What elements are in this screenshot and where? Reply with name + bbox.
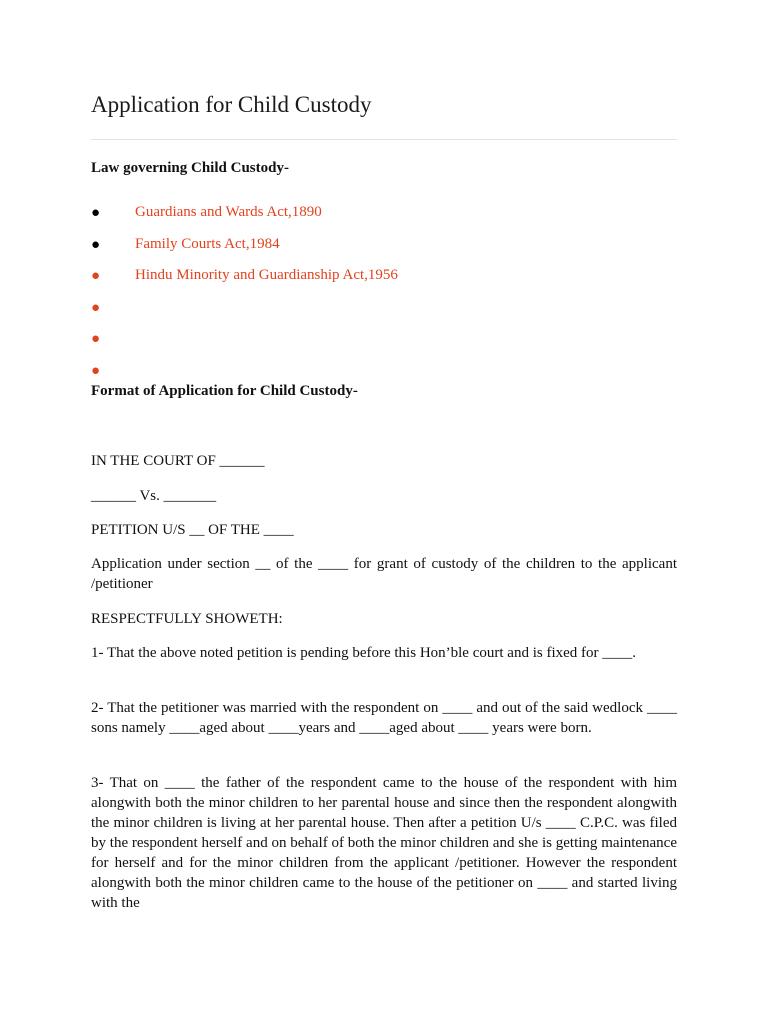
list-item [91,265,677,297]
bullet-icon: ● [91,205,101,221]
format-heading: Format of Application for Child Custody- [91,383,358,399]
showeth-line: RESPECTFULLY SHOWETH: [91,611,283,627]
petition-line: PETITION U/S __ OF THE ____ [91,522,294,538]
law-link-hindu-minority-act[interactable]: Hindu Minority and Guardianship Act,1956 [135,267,398,284]
bullet-icon: ● [91,362,101,379]
page-title: Application for Child Custody [91,92,372,117]
paragraph-1: 1- That the above noted petition is pending before this Hon’ble court and is fixed for ____. [91,645,637,661]
law-heading: Law governing Child Custody- [91,160,289,176]
bullet-icon: ● [91,236,101,253]
list-item [91,234,677,266]
application-line: Application under section __ of the ____ for grant of custody of the children to the applicant /petitioner [91,556,677,592]
court-line: IN THE COURT OF ______ [91,453,265,469]
title-divider [91,139,677,140]
bullet-icon: ● [91,268,101,285]
law-link-guardians-wards-act[interactable]: Guardians and Wards Act,1890 [135,204,322,220]
law-list [91,202,677,392]
list-item [91,202,677,234]
versus-line: ______ Vs. _______ [91,488,217,504]
paragraph-2: 2- That the petitioner was married with the respondent on ____ and out of the said wedlock ____ sons namely ____aged about ____years and ____aged about ____ years were born. [91,700,677,736]
list-item [91,328,677,360]
bullet-icon: ● [91,331,101,348]
paragraph-3: 3- That on ____ the father of the respondent came to the house of the respondent with him alongwith both the minor children to her parental house and since then the respondent alongwith the minor children is living at her parental house. Then after a petition U/s ____ C.P.C. was filed by the respondent herself and on behalf of both the minor children and she is getting maintenance for herself and for the minor children from the applicant /petitioner. However the respondent alongwith both the minor children came to the house of the petitioner on ____ and started living with the [91,775,677,911]
law-link-family-courts-act[interactable]: Family Courts Act,1984 [135,235,280,252]
list-item [91,297,677,329]
bullet-icon: ● [91,299,101,316]
